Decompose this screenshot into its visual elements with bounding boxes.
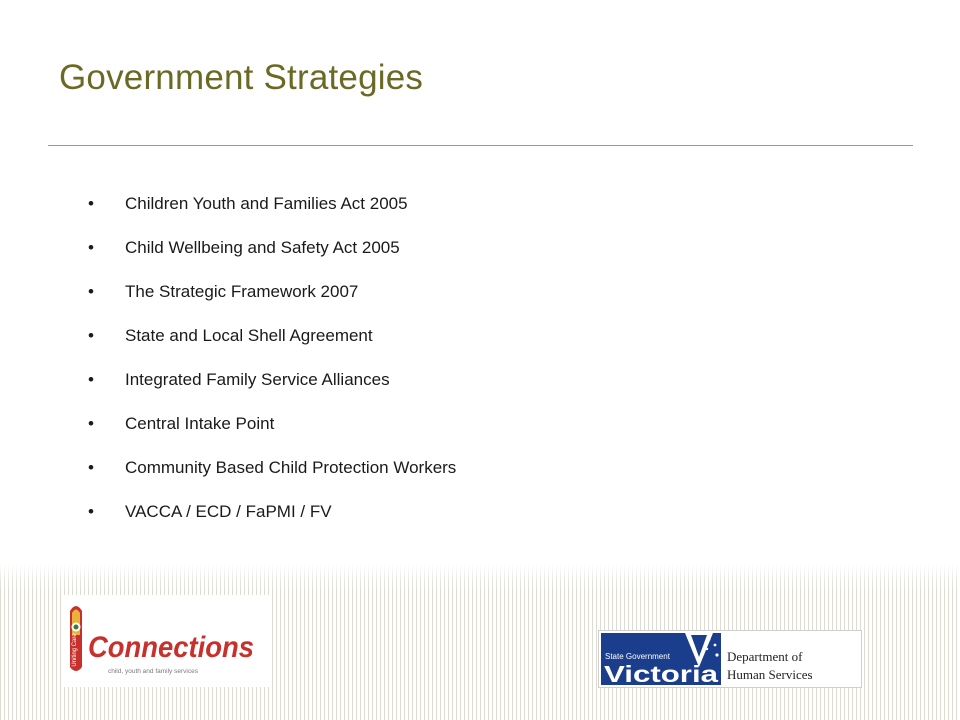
bullet-icon: • (88, 502, 94, 521)
victoria-dhs-logo (598, 630, 862, 688)
uniting-care-badge-icon (70, 606, 82, 671)
bullet-text: Children Youth and Families Act 2005 (125, 194, 408, 213)
bullet-icon: • (88, 282, 94, 301)
state-government-label: State Government (605, 652, 670, 661)
dept-line-2: Human Services (727, 667, 813, 682)
footer-fade (0, 530, 960, 590)
bullet-icon: • (88, 414, 94, 433)
list-item (88, 326, 456, 370)
bullet-icon: • (88, 370, 94, 389)
bullet-text: Community Based Child Protection Workers (125, 458, 457, 477)
bullet-text: Child Wellbeing and Safety Act 2005 (125, 238, 400, 257)
connections-tagline: child, youth and family services (108, 668, 198, 675)
bullet-text: Central Intake Point (125, 414, 275, 433)
list-item (88, 282, 456, 326)
slide-title: Government Strategies (59, 58, 424, 97)
bullet-icon: • (88, 458, 94, 477)
badge-text: Uniting Care (72, 633, 78, 667)
bullet-text: State and Local Shell Agreement (125, 326, 373, 345)
bullet-icon: • (88, 326, 94, 345)
bullet-text: VACCA / ECD / FaPMI / FV (125, 502, 332, 521)
connections-name: Connections (88, 631, 254, 664)
bullet-list (88, 194, 456, 546)
list-item (88, 458, 456, 502)
victoria-wordmark: Victoria (604, 661, 719, 687)
list-item (88, 414, 456, 458)
list-item (88, 194, 456, 238)
bullet-text: Integrated Family Service Alliances (125, 370, 390, 389)
bullet-icon: • (88, 194, 94, 213)
bullet-text: The Strategic Framework 2007 (125, 282, 359, 301)
list-item (88, 370, 456, 414)
bullet-icon: • (88, 238, 94, 257)
list-item (88, 238, 456, 282)
dept-line-1: Department of (727, 649, 803, 664)
connections-logo (62, 595, 272, 687)
title-divider (48, 145, 913, 146)
